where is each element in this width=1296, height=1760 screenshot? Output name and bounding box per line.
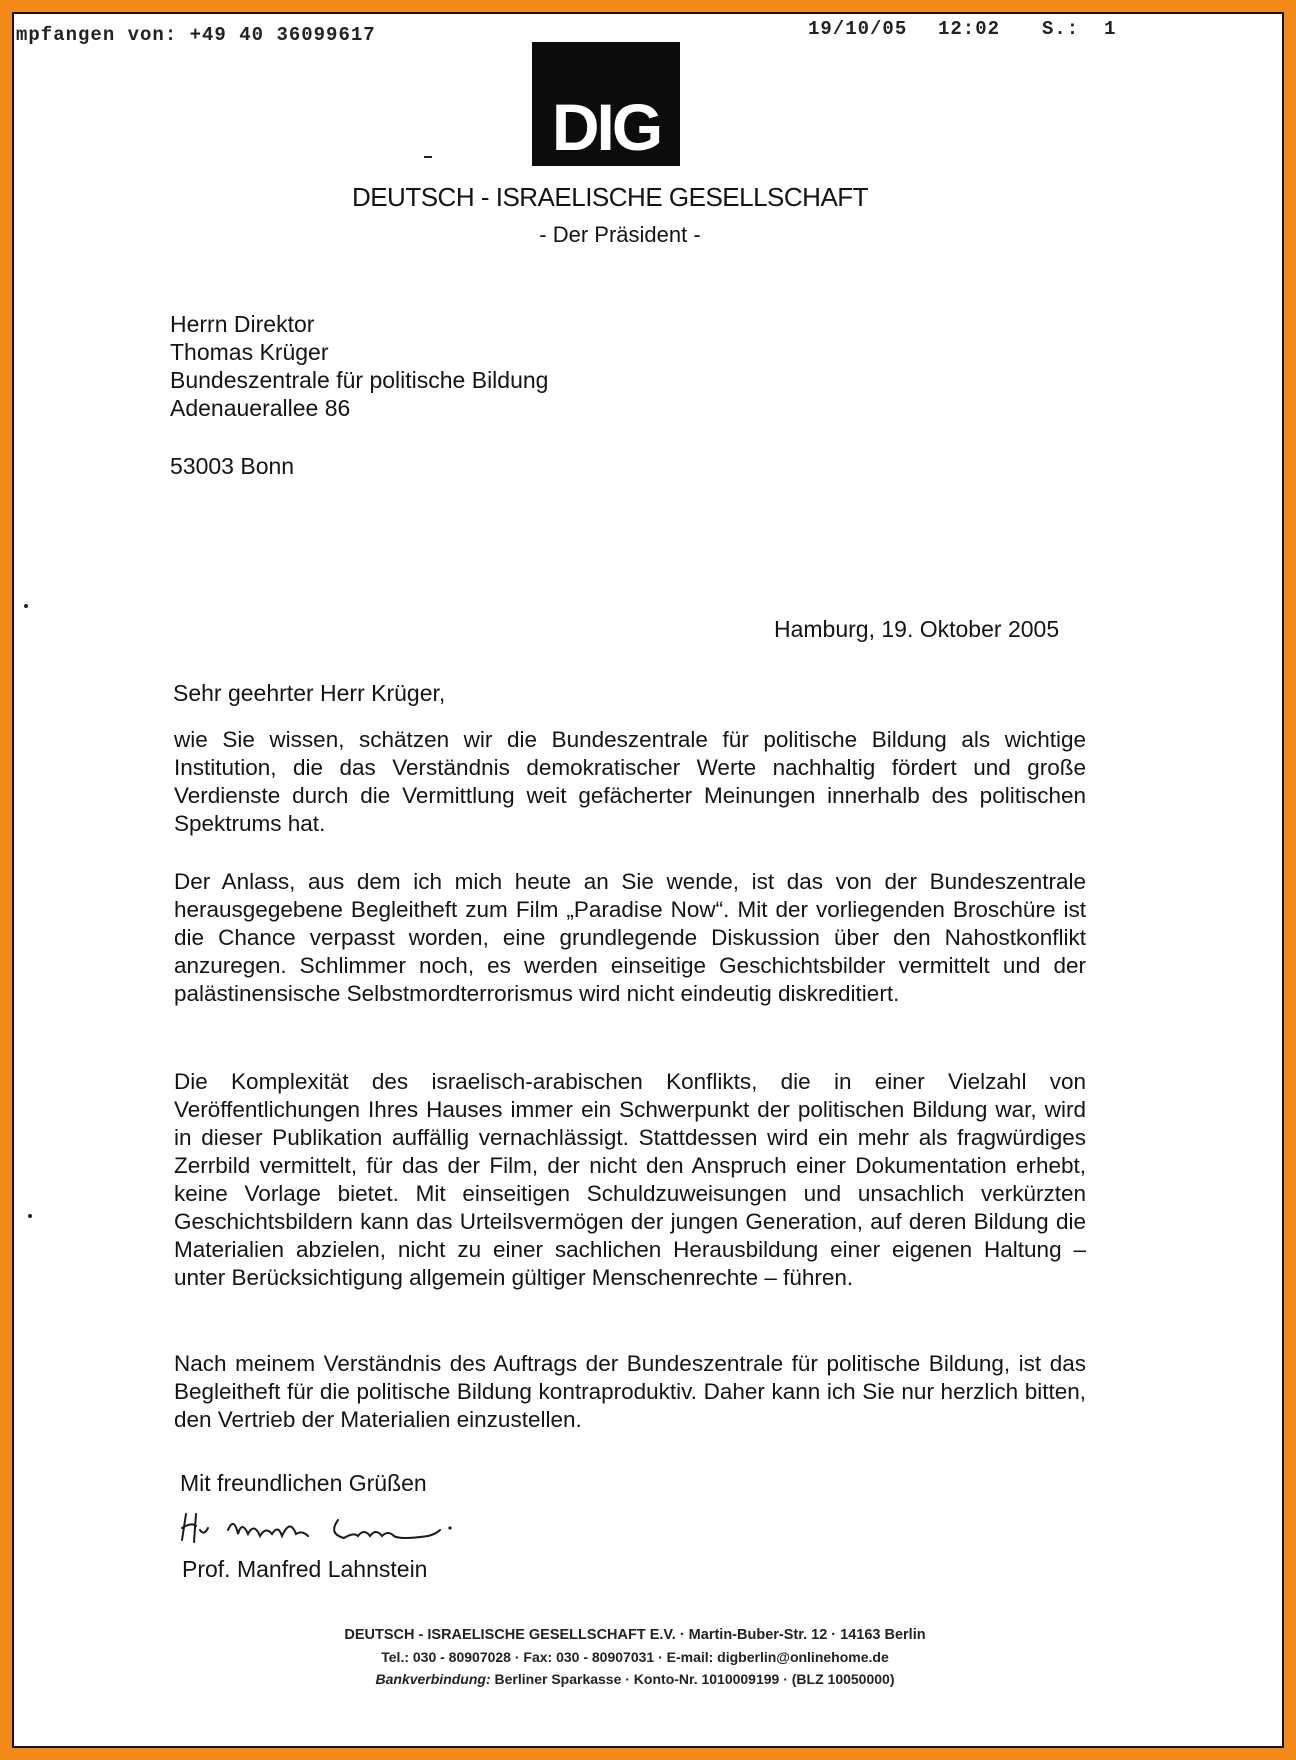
body-paragraph: Der Anlass, aus dem ich mich heute an Sie wende, ist das von der Bundeszentrale herausgegebene Begleitheft zum Film „Paradise Now“. Mit der vorliegenden Broschüre ist die Chance verpasst worden, eine grundlegende Diskussion über den Nahostkonflikt anzuregen. Schlimmer noch, es werden einseitige Geschichtsbilder vermittelt und der palästinensische Selbstmordterrorismus wird nicht eindeutig diskreditiert. — [174, 869, 1086, 1006]
logo-text: DIG — [551, 90, 661, 164]
recipient-city: 53003 Bonn — [170, 453, 295, 479]
scan-speck — [28, 1214, 32, 1218]
fax-page-number: S.: 1 — [1042, 18, 1117, 40]
organization-name: DEUTSCH - ISRAELISCHE GESELLSCHAFT — [351, 182, 869, 212]
dig-logo — [532, 42, 680, 166]
scan-speck — [24, 604, 28, 608]
place-and-date: Hamburg, 19. Oktober 2005 — [774, 616, 1060, 642]
fax-sender-line: mpfangen von: +49 40 36099617 — [16, 24, 376, 46]
recipient-institution: Bundeszentrale für politische Bildung — [170, 367, 549, 393]
body-paragraph: wie Sie wissen, schätzen wir die Bundeszentrale für politische Bildung als wichtige Institution, die das Verständnis demokratischer Werte nachhaltig fördert und große Verdienste durch die Vermittlung weit gefächerter Meinungen innerhalb des politischen Spektrums hat. — [174, 727, 1086, 836]
signer-name: Prof. Manfred Lahnstein — [182, 1556, 428, 1582]
footer-bank — [0, 1668, 1270, 1690]
body-paragraph: Die Komplexität des israelisch-arabischen Konflikts, die in einer Vielzahl von Veröffentlichungen Ihres Hauses immer ein Schwerpunkt der politischen Bildung war, wird in dieser Publikation auffällig vernachlässigt. Stattdessen wird ein mehr als fragwürdiges Zerrbild vermittelt, für das der Film, der nicht den Anspruch einer Dokumentation erhebt, keine Vorlage bietet. Mit einseitigen Schuldzuweisungen und unsachlich verkürzten Geschichtsbildern kann das Urteilsvermögen der jungen Generation, auf deren Bildung die Materialien abzielen, nicht zu einer sachlichen Herausbildung einer eigenen Haltung – unter Berücksichtigung allgemein gültiger Menschenrechte – führen. — [174, 1069, 1086, 1290]
recipient-name: Thomas Krüger — [170, 339, 329, 365]
fax-time: 12:02 — [938, 18, 1001, 40]
letter-footer — [0, 1624, 1270, 1690]
footer-contact: Tel.: 030 - 80907028 · Fax: 030 - 80907031 · E-mail: digberlin@onlinehome.de — [381, 1649, 889, 1665]
recipient-title: Herrn Direktor — [170, 311, 315, 337]
organization-subtitle: - Der Präsident - — [539, 222, 701, 247]
footer-bank-label: Bankverbindung: — [375, 1671, 491, 1687]
footer-bank-details: Berliner Sparkasse · Konto-Nr. 1010009199 · (BLZ 10050000) — [494, 1671, 895, 1687]
fax-date: 19/10/05 — [808, 18, 908, 40]
footer-address: DEUTSCH - ISRAELISCHE GESELLSCHAFT E.V. · Martin-Buber-Str. 12 · 14163 Berlin — [344, 1627, 926, 1643]
scan-speck — [424, 156, 432, 158]
salutation: Sehr geehrter Herr Krüger, — [173, 680, 446, 706]
recipient-address — [170, 310, 548, 480]
body-paragraph: Nach meinem Verständnis des Auftrags der Bundeszentrale für politische Bildung, ist das Begleitheft für die politische Bildung kontraproduktiv. Daher kann ich Sie nur herzlich bitten, den Vertrieb der Materialien einzustellen. — [174, 1351, 1086, 1432]
recipient-street: Adenauerallee 86 — [170, 395, 351, 421]
closing-phrase: Mit freundlichen Grüßen — [180, 1470, 427, 1496]
